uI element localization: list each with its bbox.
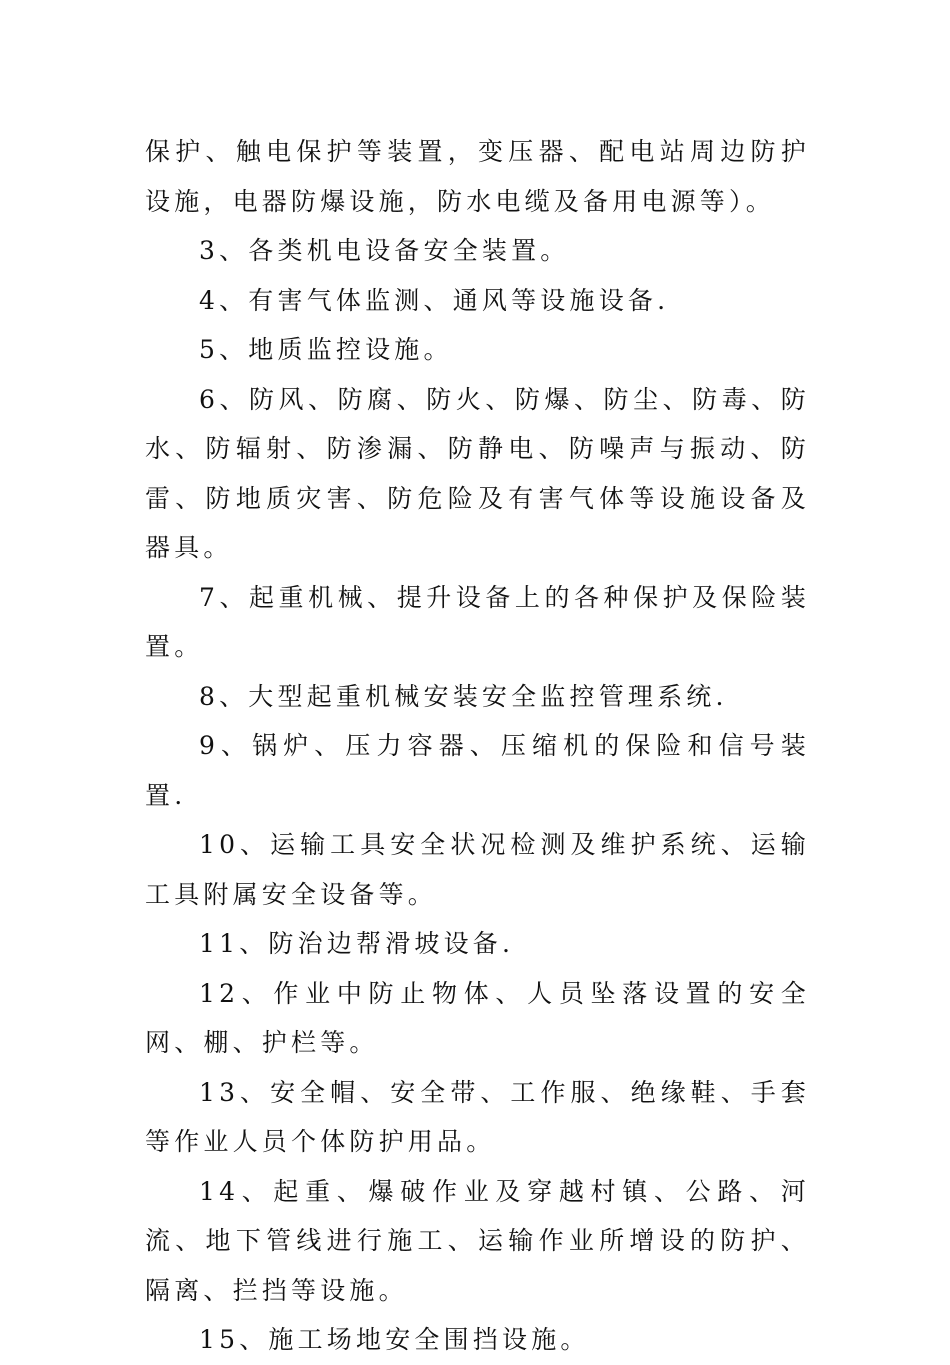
paragraph-item-10: 10、运输工具安全状况检测及维护系统、运输工具附属安全设备等。 xyxy=(145,830,810,909)
paragraph-item-6: 6、防风、防腐、防火、防爆、防尘、防毒、防水、防辐射、防渗漏、防静电、防噪声与振动、防雷、防地质灾害、防危险及有害气体等设施设备及器具。 xyxy=(145,384,810,562)
paragraph-item-13: 13、安全帽、安全带、工作服、绝缘鞋、手套等作业人员个体防护用品。 xyxy=(145,1077,810,1156)
paragraph-item-15: 15、施工场地安全围挡设施。 xyxy=(199,1325,590,1354)
paragraph-item-7: 7、起重机械、提升设备上的各种保护及保险装置。 xyxy=(145,582,810,661)
paragraph-item-12: 12、作业中防止物体、人员坠落设置的安全网、棚、护栏等。 xyxy=(145,978,810,1057)
paragraph-item-11: 11、防治边帮滑坡设备. xyxy=(199,929,515,958)
paragraph-continuation: 保护、触电保护等装置，变压器、配电站周边防护设施，电器防爆设施，防水电缆及备用电源等）。 xyxy=(145,137,810,216)
paragraph-item-4: 4、有害气体监测、通风等设施设备. xyxy=(199,285,670,315)
paragraph-item-3: 3、各类机电设备安全装置。 xyxy=(199,236,570,265)
paragraph-item-14: 14、起重、爆破作业及穿越村镇、公路、河流、地下管线进行施工、运输作业所增设的防护、隔离、拦挡等设施。 xyxy=(145,1176,810,1305)
paragraph-item-5: 5、地质监控设施。 xyxy=(199,335,453,364)
paragraph-item-9: 9、锅炉、压力容器、压缩机的保险和信号装置. xyxy=(145,731,810,810)
paragraph-item-8: 8、大型起重机械安装安全监控管理系统. xyxy=(199,681,728,711)
document-body xyxy=(145,127,810,1365)
